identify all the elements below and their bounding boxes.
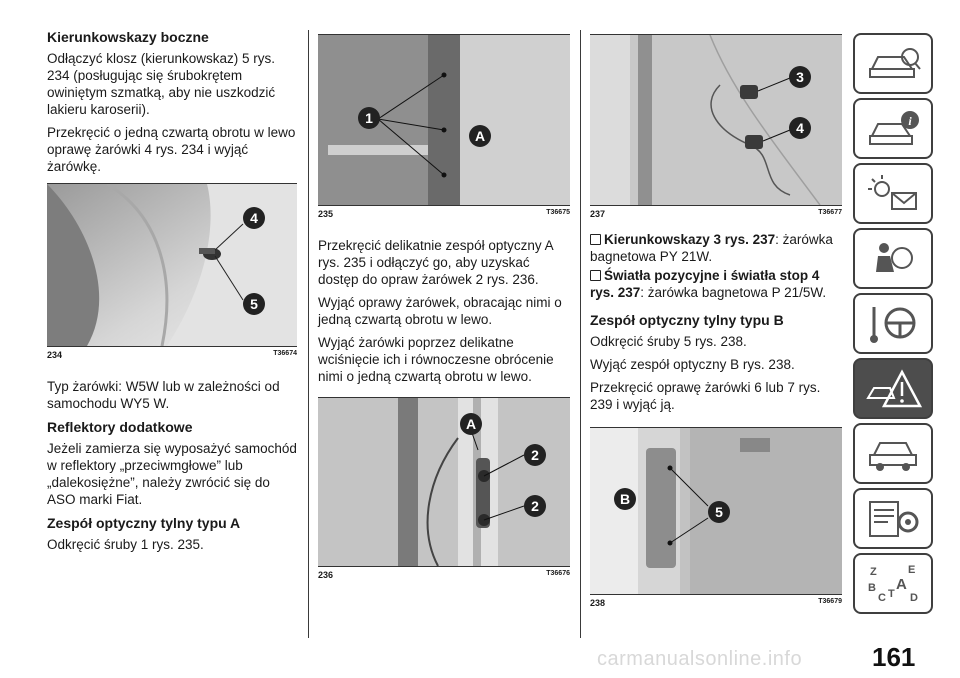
figure-number: 236: [318, 570, 334, 580]
list-item-indicators: [590, 231, 842, 265]
page-number: 161: [872, 642, 916, 672]
svg-text:i: i: [908, 113, 912, 128]
figure-236-illustration: [318, 398, 570, 566]
heading-rear-light-type-a: Zespół optyczny tylny typu A: [47, 515, 241, 531]
tab-car-overview[interactable]: [853, 33, 933, 94]
list-item-position-stop-lights: [590, 267, 842, 301]
figure-number: 238: [590, 598, 606, 608]
figure-caption: [318, 570, 570, 580]
index-letter: C: [878, 591, 886, 604]
emergency-triangle-icon: [864, 368, 922, 410]
index-letter: Z: [870, 565, 877, 578]
figure-235-illustration: [318, 35, 570, 205]
figure-number: 235: [318, 209, 334, 219]
column-2: [318, 34, 570, 580]
paragraph: Wyjąć zespół optyczny B rys. 238.: [590, 357, 795, 372]
column-separator: [580, 30, 581, 638]
paragraph: Typ żarówki: W5W lub w zależności od samochodu WY5 W.: [47, 379, 280, 411]
paragraph: Odkręcić śruby 5 rys. 238.: [590, 334, 747, 349]
callout-a: A: [469, 125, 491, 147]
checkbox-bullet-icon: [590, 270, 601, 281]
figure-237: [590, 34, 842, 206]
column-1: [47, 28, 297, 559]
figure-caption: [47, 350, 297, 360]
heading-auxiliary-lights: Reflektory dodatkowe: [47, 419, 193, 435]
item-title: Światła pozycyjne i światła stop 4 rys. 237: [590, 268, 820, 300]
tab-maintenance[interactable]: [853, 423, 933, 484]
callout-a: A: [460, 413, 482, 435]
column-3: [590, 34, 842, 608]
tab-car-info[interactable]: [853, 98, 933, 159]
index-letter: A: [896, 575, 907, 593]
maintenance-car-icon: [864, 433, 922, 475]
paragraph: Wyjąć oprawy żarówek, obracając nimi o jedną czwartą obrotu w lewo.: [318, 295, 562, 327]
figure-code: T36679: [818, 598, 842, 605]
tab-emergency[interactable]: [853, 358, 933, 419]
tab-specifications[interactable]: [853, 488, 933, 549]
checkbox-bullet-icon: [590, 234, 601, 245]
figure-number: 234: [47, 350, 63, 360]
heading-side-indicators: Kierunkowskazy boczne: [47, 29, 209, 45]
callout-4: 4: [789, 117, 811, 139]
airbag-icon: [864, 238, 922, 280]
figure-234: [47, 183, 297, 347]
paragraph: Przekręcić oprawę żarówki 6 lub 7 rys. 239 i wyjąć ją.: [590, 380, 821, 412]
tab-warning-lights[interactable]: [853, 163, 933, 224]
paragraph: Jeżeli zamierza się wyposażyć samochód w reflektory „przeciwmgłowe” lub „dalekosiężne”, należy zwrócić się do ASO marki Fiat.: [47, 441, 297, 507]
figure-caption: [590, 209, 842, 219]
callout-1: 1: [358, 107, 380, 129]
figure-code: T36676: [546, 570, 570, 577]
figure-code: T36675: [546, 209, 570, 216]
callout-2: 2: [524, 495, 546, 517]
item-text: : żarówka bagnetowa PY 21W.: [590, 232, 833, 264]
chapter-tabs: [853, 33, 933, 618]
paragraph: Odłączyć klosz (kierunkowskaz) 5 rys. 234 (posługując się śrubokrętem owiniętym szmatką, aby nie uszkodzić lakieru karoserii).: [47, 51, 276, 117]
heading-rear-light-type-b: Zespół optyczny tylny typu B: [590, 312, 784, 328]
callout-3: 3: [789, 66, 811, 88]
paragraph: Wyjąć żarówki poprzez delikatne wciśnięcie ich i równoczesne obrócenie nimi o jedną czwartą obrotu w lewo.: [318, 335, 554, 384]
item-text: : żarówka bagnetowa P 21/5W.: [640, 285, 827, 300]
index-letter: B: [868, 581, 876, 594]
dashboard-controls-icon: [864, 303, 922, 345]
car-overview-icon: [864, 43, 922, 85]
callout-2: 2: [524, 444, 546, 466]
index-letter: T: [888, 587, 895, 600]
tab-alphabetical-index[interactable]: [853, 553, 933, 614]
figure-code: T36677: [818, 209, 842, 216]
figure-238: [590, 427, 842, 595]
figure-number: 237: [590, 209, 606, 219]
item-title: Kierunkowskazy 3 rys. 237: [604, 232, 776, 247]
paragraph: Przekręcić delikatnie zespół optyczny A rys. 235 i odłączyć go, aby uzyskać dostęp do opraw żarówek 2 rys. 236.: [318, 238, 553, 287]
car-info-icon: [864, 108, 922, 150]
paragraph: Przekręcić o jedną czwartą obrotu w lewo oprawę żarówki 4 rys. 234 i wyjąć żarówkę.: [47, 125, 296, 174]
callout-5: 5: [243, 293, 265, 315]
tab-airbag[interactable]: [853, 228, 933, 289]
column-separator: [308, 30, 309, 638]
warning-lights-icon: [864, 173, 922, 215]
index-letter: D: [910, 591, 918, 604]
index-letter: E: [908, 563, 916, 576]
callout-4: 4: [243, 207, 265, 229]
figure-caption: [318, 209, 570, 219]
figure-code: T36674: [273, 350, 297, 357]
figure-caption: [590, 598, 842, 608]
specifications-icon: [864, 498, 922, 540]
figure-235: [318, 34, 570, 206]
paragraph: Odkręcić śruby 1 rys. 235.: [47, 537, 204, 552]
watermark: carmanualsonline.info: [597, 648, 803, 670]
figure-236: [318, 397, 570, 567]
callout-b: B: [614, 488, 636, 510]
callout-5: 5: [708, 501, 730, 523]
tab-dashboard-controls[interactable]: [853, 293, 933, 354]
alphabetical-index-icon: [864, 563, 922, 605]
